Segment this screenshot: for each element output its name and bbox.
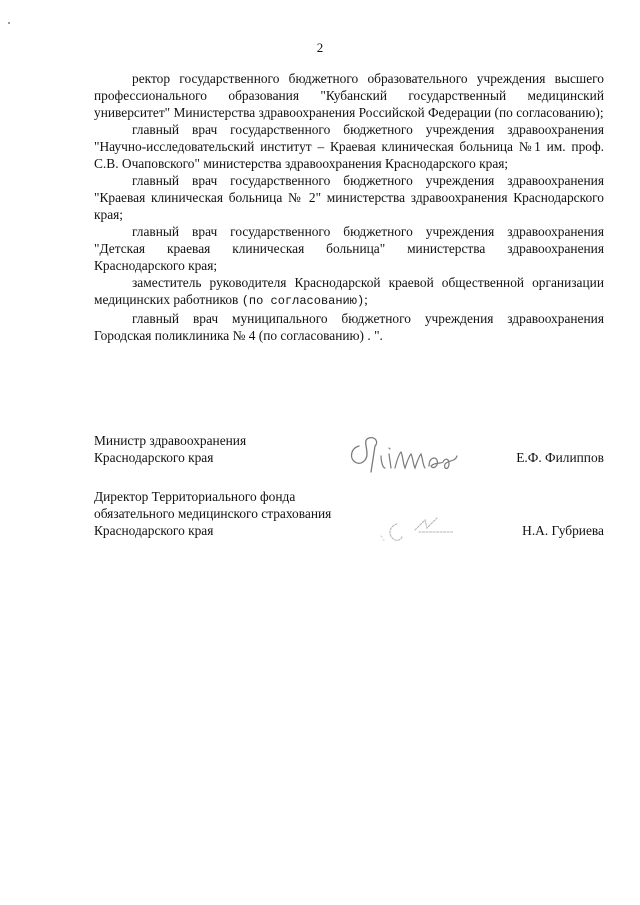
paragraph-deputy-head — [94, 274, 604, 310]
paragraph-chief-doctor-kkb2: главный врач государственного бюджетного учреждения здравоохранения "Краевая клиническая больница № 2" министерства здравоохранения Краснодарского края; — [94, 173, 604, 222]
paragraph-deputy-head-end: ; — [364, 292, 368, 307]
paragraph-rector: ректор государственного бюджетного образовательного учреждения высшего профессионального образования "Кубанский государственный медицинский университет" Министерства здравоохранения Российской Федерации (по согласованию); — [94, 71, 604, 120]
signatory-name: Е.Ф. Филиппов — [516, 450, 604, 465]
signatory-name: Н.А. Губриева — [522, 523, 604, 538]
paragraph-deputy-head-text: заместитель руководителя Краснодарской краевой общественной организации медицинских работников — [94, 275, 604, 307]
scan-mark — [8, 22, 10, 24]
signatory-position: Директор Территориального фонда обязательного медицинского страхования Краснодарского края — [94, 489, 332, 538]
handwritten-signature-filippov — [345, 432, 465, 480]
signatory-position: Министр здравоохранения Краснодарского края — [94, 433, 247, 465]
paragraph-polyclinic: главный врач муниципального бюджетного учреждения здравоохранения Городская поликлиника № 4 (по согласованию) . ". — [94, 311, 604, 343]
agreement-note: (по согласованию) — [241, 294, 365, 308]
document-body — [94, 70, 604, 344]
handwritten-signature-gubrieva — [375, 506, 465, 546]
signature-block-director — [94, 488, 604, 548]
page-number: 2 — [316, 40, 324, 55]
paragraph-chief-doctor-dkkb: главный врач государственного бюджетного учреждения здравоохранения "Детская краевая клиническая больница" министерства здравоохранения Краснодарского края; — [94, 224, 604, 273]
paragraph-chief-doctor-nii: главный врач государственного бюджетного учреждения здравоохранения "Научно-исследовательский институт – Краевая клиническая больница №1 им. проф. С.В. Очаповского" министерства здравоохранения Краснодарского края; — [94, 122, 604, 171]
